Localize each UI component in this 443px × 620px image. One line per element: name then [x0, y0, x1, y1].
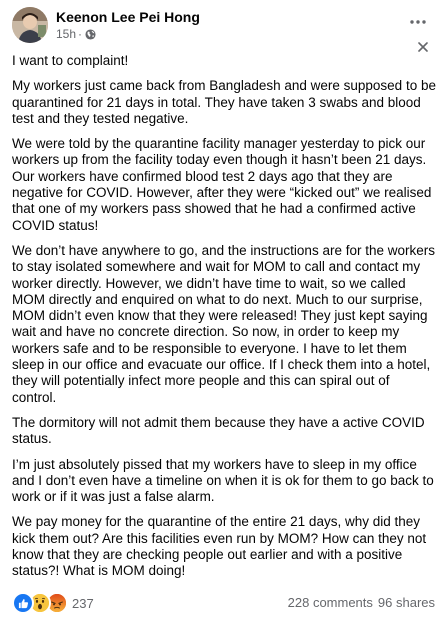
post-header [12, 7, 431, 43]
post-body [12, 53, 436, 589]
avatar-image [12, 7, 48, 43]
post-footer [12, 592, 435, 612]
post-paragraph: The dormitory will not admit them because they have a active COVID status. [12, 414, 425, 447]
engagement-counts [288, 595, 435, 610]
reactions-summary[interactable] [12, 592, 94, 614]
meta-separator: · [78, 27, 83, 41]
post-paragraph: We pay money for the quarantine of the entire 21 days, why did they kick them out? Are this facilities even run by MOM? How can they not know that they are checking people out earlier and with a positive status?! What is MOM doing! [12, 514, 427, 579]
author-name[interactable]: Keenon Lee Pei Hong [56, 9, 200, 25]
globe-icon [85, 29, 96, 40]
close-icon [418, 42, 428, 52]
post-paragraph: We don’t have anywhere to go, and the instructions are for the workers to stay isolated somewhere and wait for MOM to call and contact my worker directly. However, we didn’t have time to wait, so we called MOM directly and enquired on what to do next. Much to our surprise, MOM didn’t even know that they were released! They just kept saying wait and have no concrete direction. So now, in order to keep my workers safe and to be responsible to everyone. I have to let them sleep in our office and evacuate our office. If I check them into a hotel, they will potentially infect more people and this can spiral out of control. [12, 242, 435, 405]
post-paragraph: I’m just absolutely pissed that my workers have to sleep in my office and I don’t even have a timeline on when it is ok for them to go back to work or if it was just a false alarm. [12, 456, 434, 505]
more-options-button[interactable] [407, 13, 429, 31]
comments-count[interactable]: 228 comments [287, 595, 373, 610]
post-paragraph: I want to complaint! [12, 53, 129, 68]
like-icon [12, 592, 34, 614]
reaction-count[interactable]: 237 [72, 595, 94, 611]
avatar[interactable] [12, 7, 48, 43]
post-paragraph: My workers just came back from Bangladesh and were supposed to be quarantined for 21 days in total. They have taken 3 swabs and blood test and they tested negative. [12, 78, 436, 126]
shares-count[interactable]: 96 shares [377, 595, 435, 610]
post-paragraph: We were told by the quarantine facility manager yesterday to pick our workers up from the facility today even though it hasn’t been 21 days. Our workers have confirmed blood test 2 days ago that they are negative for COVID. However, after they were “kicked out” we realised that one of my workers pass showed that he had a confirmed active COVID status! [12, 136, 432, 233]
post-meta [56, 27, 96, 41]
more-dots-icon [410, 20, 426, 24]
post-timestamp[interactable]: 15h [56, 27, 77, 41]
